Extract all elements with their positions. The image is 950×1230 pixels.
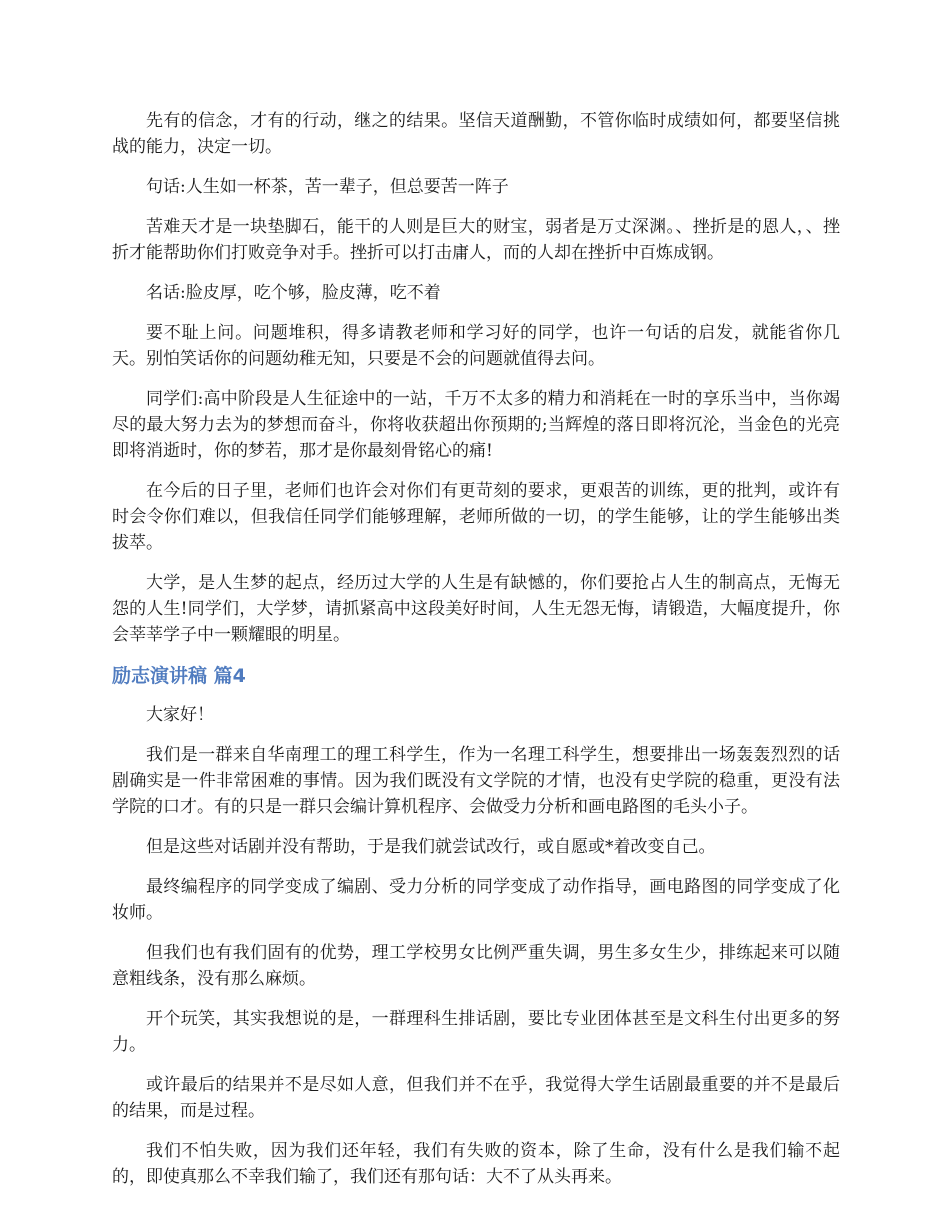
paragraph: 但是这些对话剧并没有帮助，于是我们就尝试改行，或自愿或*着改变自己。 [146, 837, 716, 857]
paragraph: 同学们:高中阶段是人生征途中的一站，千万不太多的精力和消耗在一时的享乐当中，当你竭尽的最大努力去为的梦想而奋斗，你将收获超出你预期的;当辉煌的落日即将沉沦，当金色的光亮即将消逝时，你的梦若，那才是你最刻骨铭心的痛! [112, 389, 840, 461]
paragraph: 苦难天才是一块垫脚石，能干的人则是巨大的财宝，弱者是万丈深渊。、挫折是的恩人，、挫折才能帮助你们打败竞争对手。挫折可以打击庸人，而的人却在挫折中百炼成钢。 [112, 217, 840, 263]
section-heading: 励志演讲稿 篇4 [112, 665, 246, 687]
paragraph: 我们不怕失败，因为我们还年轻，我们有失败的资本，除了生命，没有什么是我们输不起的，即使真那么不幸我们输了，我们还有那句话：大不了从头再来。 [112, 1141, 840, 1187]
paragraph: 或许最后的结果并不是尽如人意，但我们并不在乎，我觉得大学生话剧最重要的并不是最后的结果，而是过程。 [112, 1075, 840, 1121]
paragraph: 名话:脸皮厚，吃个够，脸皮薄，吃不着 [146, 283, 441, 303]
document-page [112, 108, 840, 1204]
paragraph: 开个玩笑，其实我想说的是，一群理科生排话剧，要比专业团体甚至是文科生付出更多的努力。 [112, 1009, 840, 1055]
paragraph: 大学，是人生梦的起点，经历过大学的人生是有缺憾的，你们要抢占人生的制高点，无悔无怨的人生!同学们，大学梦，请抓紧高中这段美好时间，人生无怨无悔，请锻造，大幅度提升，你会莘莘学子中一颗耀眼的明星。 [112, 573, 840, 645]
paragraph: 在今后的日子里，老师们也许会对你们有更苛刻的要求，更艰苦的训练，更的批判，或许有时会令你们难以，但我信任同学们能够理解，老师所做的一切，的学生能够，让的学生能够出类拔萃。 [112, 481, 840, 553]
paragraph: 但我们也有我们固有的优势，理工学校男女比例严重失调，男生多女生少，排练起来可以随意粗线条，没有那么麻烦。 [112, 943, 840, 989]
paragraph: 要不耻上问。问题堆积，得多请教老师和学习好的同学，也许一句话的启发，就能省你几天。别怕笑话你的问题幼稚无知，只要是不会的问题就值得去问。 [112, 323, 840, 369]
paragraph: 先有的信念，才有的行动，继之的结果。坚信天道酬勤，不管你临时成绩如何，都要坚信挑战的能力，决定一切。 [112, 111, 840, 157]
paragraph: 最终编程序的同学变成了编剧、受力分析的同学变成了动作指导，画电路图的同学变成了化妆师。 [112, 877, 840, 923]
paragraph: 句话:人生如一杯茶，苦一辈子，但总要苦一阵子 [146, 177, 509, 197]
paragraph: 我们是一群来自华南理工的理工科学生，作为一名理工科学生，想要排出一场轰轰烈烈的话剧确实是一件非常困难的事情。因为我们既没有文学院的才情，也没有史学院的稳重，更没有法学院的口才。有的只是一群只会编计算机程序、会做受力分析和画电路图的毛头小子。 [112, 745, 840, 817]
paragraph: 大家好！ [146, 705, 214, 725]
